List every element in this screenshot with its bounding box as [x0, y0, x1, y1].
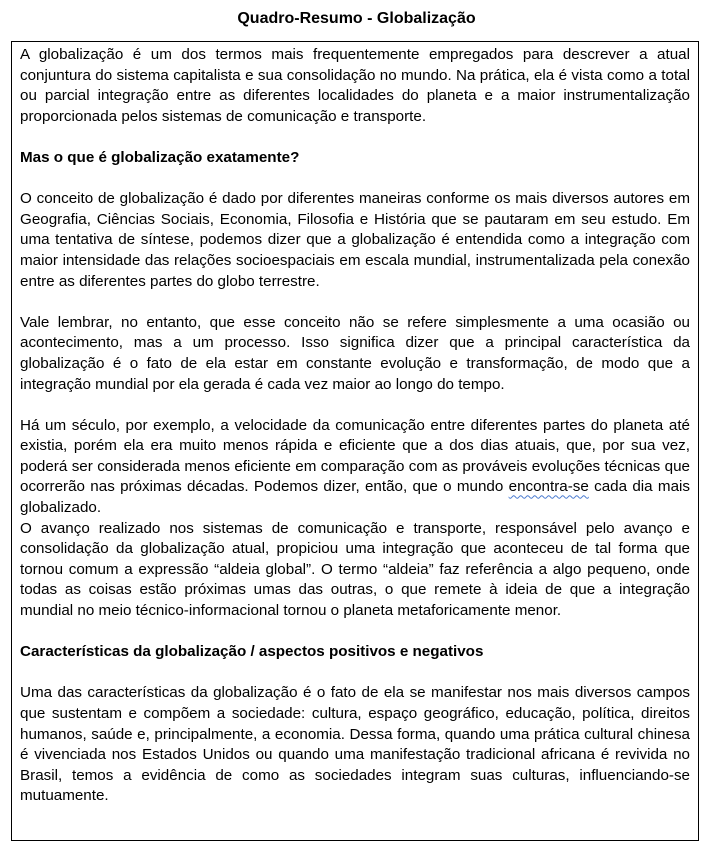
characteristics-paragraph: Uma das características da globalização é o fato de ela se manifestar nos mais diversos campos que sustentam e compõem a sociedade: cultura, espaço geográfico, educação, política, direitos humanos, saúde e, principalmente, a economia. Dessa forma, quando uma prática cultural chinesa é vivenciada nos Estados Unidos ou quando uma manifestação tradicional africana é revivida no Brasil, temos a evidência de como as sociedades integram suas culturas, influenciando-se mutuamente.: [20, 684, 690, 805]
process-paragraph: Vale lembrar, no entanto, que esse conceito não se refere simplesmente a uma ocasião ou acontecimento, mas a um processo. Isso significa dizer que a principal característica da globalização é o fato de ela estar em constante evolução e transformação, de modo que a integração mundial por ela gerada é cada vez maior ao longo do tempo.: [20, 313, 690, 393]
section-heading-definition: Mas o que é globalização exatamente?: [20, 148, 300, 166]
section-heading-characteristics: Características da globalização / aspectos positivos e negativos: [20, 643, 484, 661]
global-village-paragraph: O avanço realizado nos sistemas de comunicação e transporte, responsável pelo avanço e consolidação da globalização atual, propiciou uma integração que aconteceu de tal forma que tornou comum a expressão “aldeia global”. O termo “aldeia” faz referência a algo pequeno, onde todas as coisas estão próximas umas das outras, o que remete à ideia de que a integração mundial no meio técnico-informacional tornou o planeta metaforicamente menor.: [20, 519, 690, 620]
spacer: [20, 292, 690, 313]
document-title: Quadro-Resumo - Globalização: [237, 10, 476, 27]
spacer: [20, 395, 690, 416]
definition-paragraph: O conceito de globalização é dado por diferentes maneiras conforme os mais diversos autores em Geografia, Ciências Sociais, Economia, Filosofia e História que se pautaram em seu estudo. Em uma tentativa de síntese, podemos dizer que a globalização é entendida como a integração com maior intensidade das relações socioespaciais em escala mundial, instrumentalizada pela conexão entre as diferentes partes do globo terrestre.: [20, 190, 690, 290]
spacer: [20, 663, 690, 684]
spacer: [20, 622, 690, 643]
intro-paragraph: A globalização é um dos termos mais frequentemente empregados para descrever a atual conjuntura do sistema capitalista e sua consolidação no mundo. Na prática, ela é vista como a total ou parcial integração entre as diferentes localidades do planeta e a maior instrumentalização proporcionada pelos sistemas de comunicação e transporte.: [20, 46, 690, 125]
spacer: [20, 169, 690, 190]
century-text-start: Há um século, por exemplo, a velocidade da comunicação entre diferentes partes do planeta até existia, porém ela era muito menos rápida e eficiente que a dos dias atuais, que, por sua vez, poderá ser considerada menos eficiente em comparação com as prováveis evoluções técnicas que ocorrerão nas próximas décadas. Podemos dizer, então, que o mundo: [20, 416, 690, 496]
spacer: [20, 127, 690, 148]
summary-box: [11, 41, 699, 841]
century-paragraph: [20, 416, 690, 519]
century-text-end: cada dia mais globalizado.: [20, 478, 690, 517]
spellcheck-flagged-word[interactable]: encontra-se: [508, 478, 589, 496]
